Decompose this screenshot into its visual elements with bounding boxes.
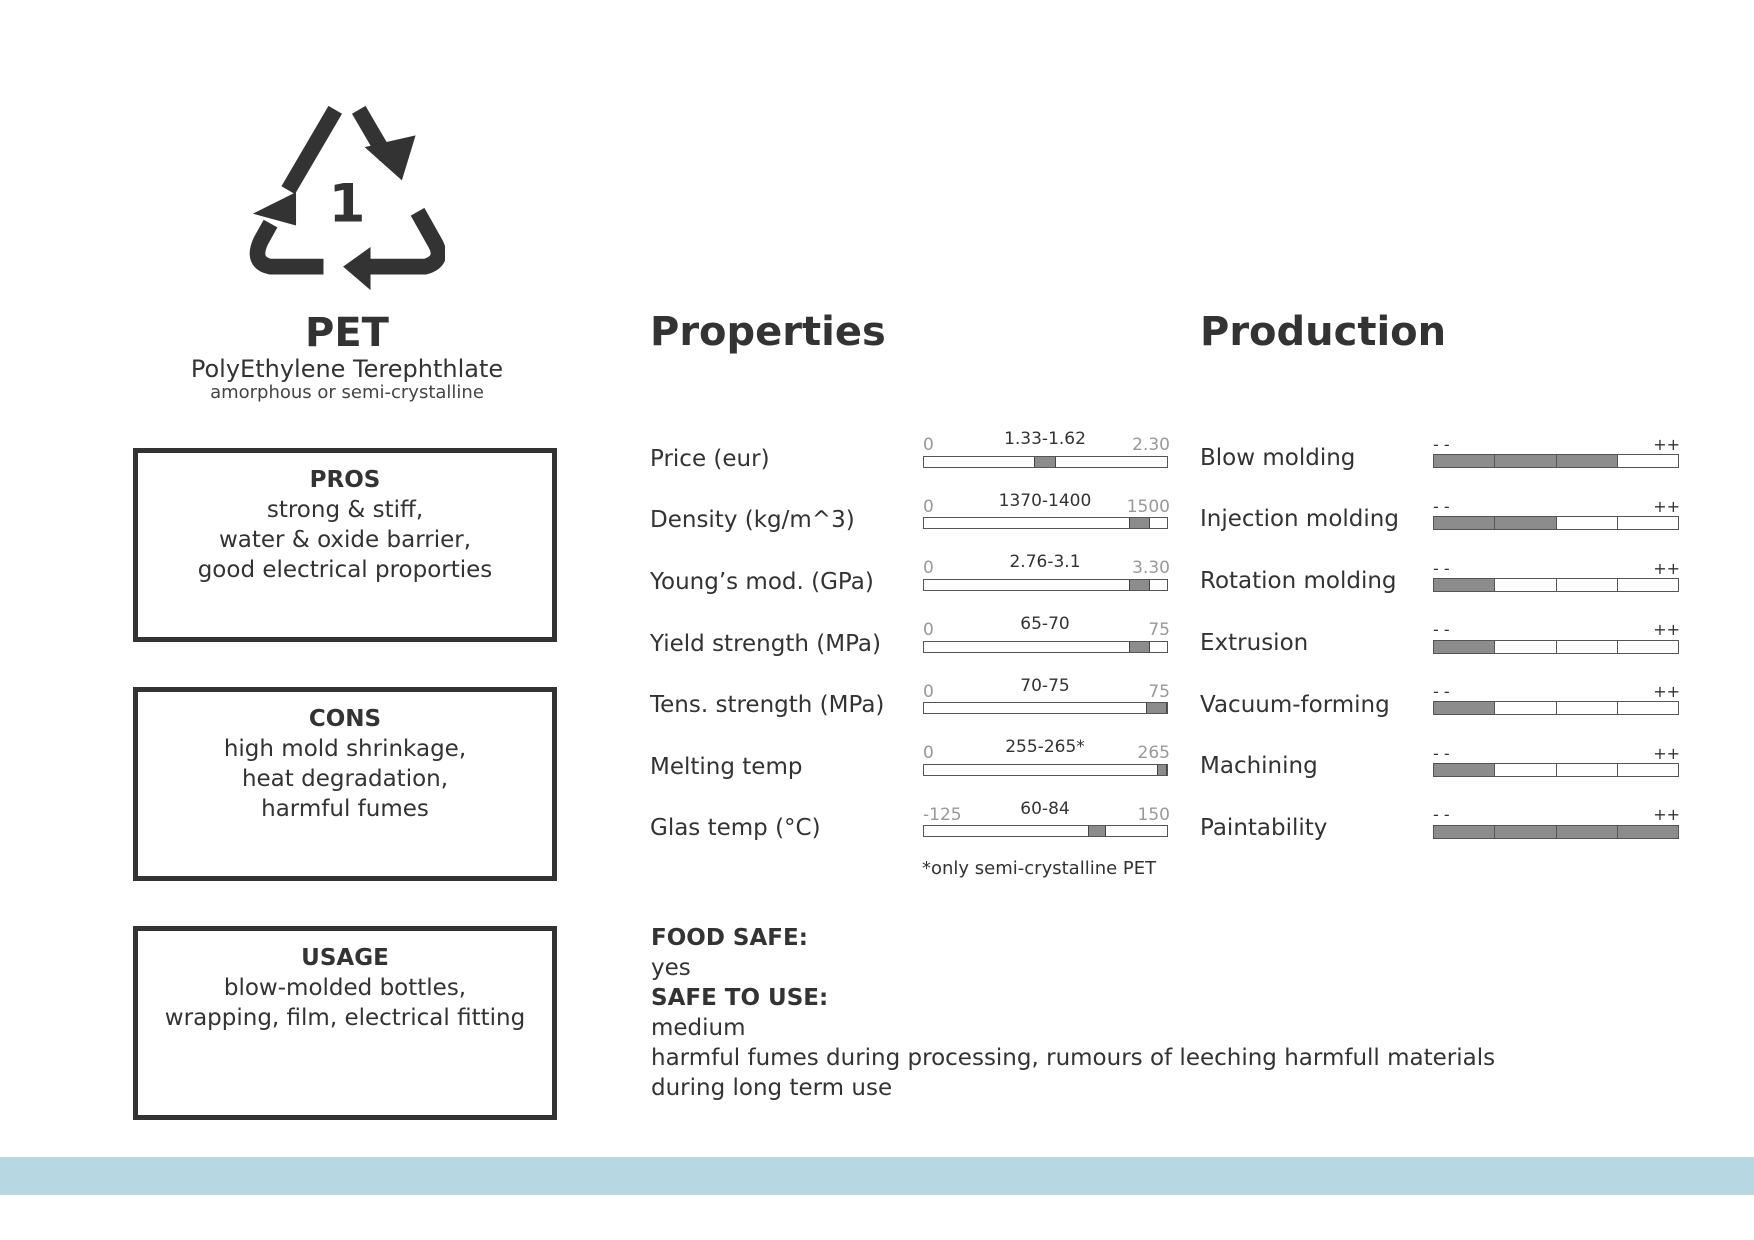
rating-bar [1433, 578, 1679, 592]
rating-bar [1433, 763, 1679, 777]
property-bar-fill [1129, 518, 1150, 528]
rating-scale-min: - - [1433, 435, 1450, 454]
material-name: PET [305, 310, 389, 356]
property-bar [923, 764, 1168, 776]
food-safe-label: FOOD SAFE: [651, 925, 808, 951]
production-label: Extrusion [1200, 630, 1309, 656]
property-bar-fill [1034, 457, 1056, 467]
property-scale-min: 0 [923, 682, 934, 702]
rating-scale-min: - - [1433, 620, 1450, 639]
property-range: 1370-1400 [998, 491, 1092, 511]
property-scale-max: 3.30 [1132, 558, 1170, 578]
property-label: Yield strength (MPa) [650, 631, 881, 657]
property-scale-min: 0 [923, 435, 934, 455]
rating-scale-min: - - [1433, 805, 1450, 824]
property-bar [923, 702, 1168, 714]
production-label: Vacuum-forming [1200, 692, 1390, 718]
property-scale-max: 265 [1137, 743, 1170, 763]
property-bar-fill [1146, 703, 1167, 713]
property-scale-min: 0 [923, 743, 934, 763]
property-label: Young’s mod. (GPa) [650, 569, 874, 595]
property-label: Density (kg/m^3) [650, 507, 855, 533]
property-label: Price (eur) [650, 446, 770, 472]
property-bar-fill [1129, 580, 1150, 590]
usage-title: USAGE [301, 945, 389, 971]
properties-footnote: *only semi-crystalline PET [922, 858, 1157, 879]
property-range: 70-75 [1020, 676, 1070, 696]
property-bar [923, 517, 1168, 529]
property-label: Tens. strength (MPa) [650, 692, 885, 718]
rating-scale-min: - - [1433, 497, 1450, 516]
usage-box [133, 926, 557, 1120]
rating-scale-max: ++ [1653, 435, 1680, 454]
property-bar [923, 825, 1168, 837]
pros-line: water & oxide barrier, [218, 527, 472, 553]
pros-title: PROS [309, 467, 381, 493]
pros-box [133, 448, 557, 642]
pros-line: good electrical proporties [197, 557, 493, 583]
material-form: amorphous or semi-crystalline [210, 382, 484, 403]
safe-to-use-value: medium [651, 1015, 746, 1041]
rating-bar [1433, 701, 1679, 715]
property-range: 255-265* [1005, 737, 1085, 757]
property-scale-min: 0 [923, 620, 934, 640]
rating-scale-max: ++ [1653, 744, 1680, 763]
property-label: Melting temp [650, 754, 803, 780]
rating-scale-max: ++ [1653, 559, 1680, 578]
cons-line: high mold shrinkage, [223, 736, 467, 762]
cons-box [133, 687, 557, 881]
rating-scale-max: ++ [1653, 497, 1680, 516]
food-safe-value: yes [651, 955, 691, 981]
rating-scale-min: - - [1433, 559, 1450, 578]
safe-to-use-label: SAFE TO USE: [651, 985, 829, 1011]
production-label: Injection molding [1200, 506, 1399, 532]
property-range: 2.76-3.1 [1009, 552, 1081, 572]
cons-title: CONS [308, 706, 382, 732]
properties-heading: Properties [650, 309, 886, 355]
property-bar [923, 641, 1168, 653]
recycling-code-number: 1 [328, 173, 366, 235]
usage-line: wrapping, film, electrical fitting [164, 1005, 526, 1031]
rating-scale-min: - - [1433, 682, 1450, 701]
footer-band [0, 1157, 1754, 1195]
production-label: Paintability [1200, 815, 1328, 841]
production-label: Blow molding [1200, 445, 1356, 471]
material-full-name: PolyEthylene Terephthlate [190, 355, 504, 383]
production-label: Machining [1200, 753, 1318, 779]
property-bar-fill [1088, 826, 1106, 836]
cons-line: heat degradation, [241, 766, 449, 792]
property-scale-max: 150 [1137, 805, 1170, 825]
safety-note: during long term use [651, 1075, 893, 1101]
safety-note: harmful fumes during processing, rumours of leeching harmfull materials [651, 1045, 1496, 1071]
property-scale-max: 75 [1148, 620, 1170, 640]
pros-line: strong & stiff, [266, 497, 424, 523]
property-bar [923, 579, 1168, 591]
property-bar [923, 456, 1168, 468]
property-scale-max: 1500 [1126, 497, 1170, 517]
cons-line: harmful fumes [261, 796, 429, 822]
property-scale-max: 75 [1148, 682, 1170, 702]
property-scale-max: 2.30 [1132, 435, 1170, 455]
rating-scale-max: ++ [1653, 682, 1680, 701]
property-label: Glas temp (°C) [650, 815, 821, 841]
usage-line: blow-molded bottles, [223, 975, 467, 1001]
property-range: 65-70 [1020, 614, 1070, 634]
rating-scale-max: ++ [1653, 805, 1680, 824]
property-scale-min: -125 [923, 805, 962, 825]
rating-scale-max: ++ [1653, 620, 1680, 639]
safety-section [651, 923, 1495, 1103]
production-heading: Production [1200, 309, 1447, 355]
rating-scale-min: - - [1433, 744, 1450, 763]
property-bar-fill [1157, 765, 1167, 775]
property-scale-min: 0 [923, 558, 934, 578]
property-bar-fill [1129, 642, 1150, 652]
recycling-code-icon [249, 102, 445, 298]
rating-bar [1433, 825, 1679, 839]
property-scale-min: 0 [923, 497, 934, 517]
rating-bar [1433, 640, 1679, 654]
property-range: 1.33-1.62 [1004, 429, 1086, 449]
rating-bar [1433, 454, 1679, 468]
production-label: Rotation molding [1200, 568, 1397, 594]
property-range: 60-84 [1020, 799, 1070, 819]
rating-bar [1433, 516, 1679, 530]
